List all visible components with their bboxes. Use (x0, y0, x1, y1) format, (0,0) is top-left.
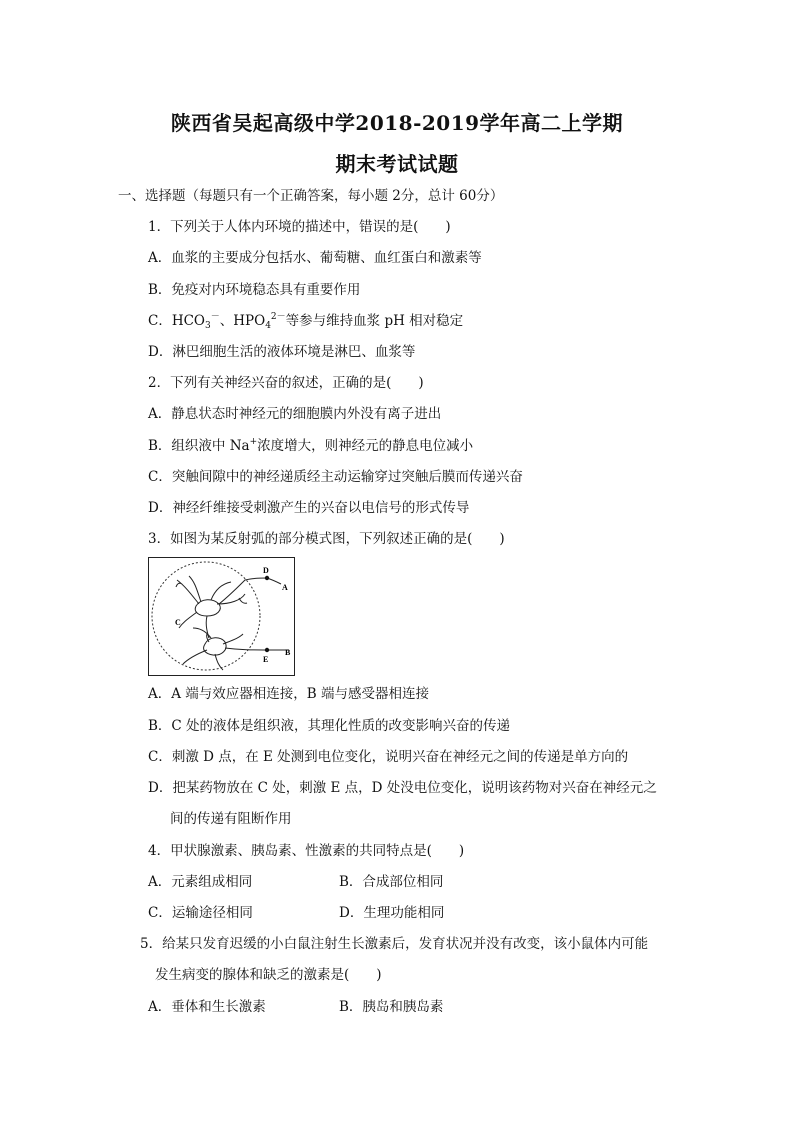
question-2-option-c: C．突触间隙中的神经递质经主动运输穿过突触后膜而传递兴奋 (148, 469, 523, 485)
q1-c-prefix: C．HCO (148, 313, 205, 329)
upper-axon (219, 578, 267, 604)
lower-axon (225, 648, 289, 650)
q1-c-sup1: － (210, 312, 220, 322)
upper-neuron-body (195, 600, 220, 616)
q1-c-sub1: 3 (205, 321, 211, 331)
reflex-arc-diagram (149, 558, 294, 675)
question-1-option-b: B．免疫对内环境稳态具有重要作用 (148, 282, 361, 298)
question-1-option-a: A．血浆的主要成分包括水、葡萄糖、血红蛋白和激素等 (148, 250, 482, 266)
label-a: A (282, 583, 288, 592)
label-c: C (175, 618, 181, 627)
question-5-option-b: B．胰岛和胰岛素 (339, 999, 444, 1015)
question-3-option-d-line1: D．把某药物放在 C 处，刺激 E 点，D 处没电位变化，说明该药物对兴奋在神经元之 (148, 780, 657, 796)
label-d: D (263, 566, 269, 575)
point-e-dot (265, 648, 269, 652)
question-5-stem-line2: 发生病变的腺体和缺乏的激素是( ) (155, 967, 382, 983)
label-b: B (285, 648, 291, 657)
q1-c-sup2: 2－ (270, 312, 286, 322)
question-4-option-d: D．生理功能相同 (339, 905, 445, 921)
question-1-stem: 1．下列关于人体内环境的描述中，错误的是( ) (148, 219, 451, 235)
section-heading: 一、选择题（每题只有一个正确答案，每小题 2分，总计 60分） (118, 188, 504, 204)
question-3-option-a: A．A 端与效应器相连接，B 端与感受器相连接 (148, 686, 430, 702)
question-4-option-b: B．合成部位相同 (339, 874, 444, 890)
question-3-option-b: B．C 处的液体是组织液，其理化性质的改变影响兴奋的传递 (148, 718, 511, 734)
q2-b-sup: + (249, 437, 258, 447)
question-3-stem: 3．如图为某反射弧的部分模式图，下列叙述正确的是( ) (148, 531, 505, 547)
label-e: E (263, 655, 269, 664)
reflex-arc-figure (148, 557, 295, 676)
question-1-option-d: D．淋巴细胞生活的液体环境是淋巴、血浆等 (148, 344, 416, 360)
upper-neuron-dendrites (176, 576, 247, 638)
question-4-option-c: C．运输途径相同 (148, 905, 253, 921)
question-5-stem-line1: 5．给某只发育迟缓的小白鼠注射生长激素后，发育状况并没有改变，该小鼠体内可能 (140, 936, 649, 952)
question-2-option-b (148, 436, 473, 456)
question-3-option-d-line2: 间的传递有阻断作用 (170, 811, 292, 827)
question-2-stem: 2．下列有关神经兴奋的叙述，正确的是( ) (148, 375, 424, 391)
question-1-option-c (148, 311, 463, 331)
question-2-option-d: D．神经纤维接受刺激产生的兴奋以电信号的形式传导 (148, 500, 470, 516)
q2-b-prefix: B．组织液中 Na (148, 438, 250, 454)
q1-c-sub2: 4 (265, 321, 271, 331)
question-3-option-c: C．刺激 D 点，在 E 处测到电位变化，说明兴奋在神经元之间的传递是单方向的 (148, 749, 629, 765)
page-title-line1: 陕西省吴起高级中学2018-2019学年高二上学期 (170, 111, 624, 135)
question-2-option-a: A．静息状态时神经元的细胞膜内外没有离子进出 (148, 406, 442, 422)
point-d-dot (265, 576, 269, 580)
question-5-option-a: A．垂体和生长激素 (148, 999, 266, 1015)
q1-c-mid: 、HPO (219, 313, 266, 329)
question-4-stem: 4．甲状腺激素、胰岛素、性激素的共同特点是( ) (148, 843, 465, 859)
line-to-a (267, 578, 281, 584)
page-title-line2: 期末考试试题 (335, 152, 459, 176)
question-4-option-a: A．元素组成相同 (148, 874, 253, 890)
q2-b-suffix: 浓度增大，则神经元的静息电位减小 (257, 438, 474, 454)
lower-neuron-body (204, 638, 226, 655)
q1-c-suffix: 等参与维持血浆 pH 相对稳定 (285, 313, 464, 329)
